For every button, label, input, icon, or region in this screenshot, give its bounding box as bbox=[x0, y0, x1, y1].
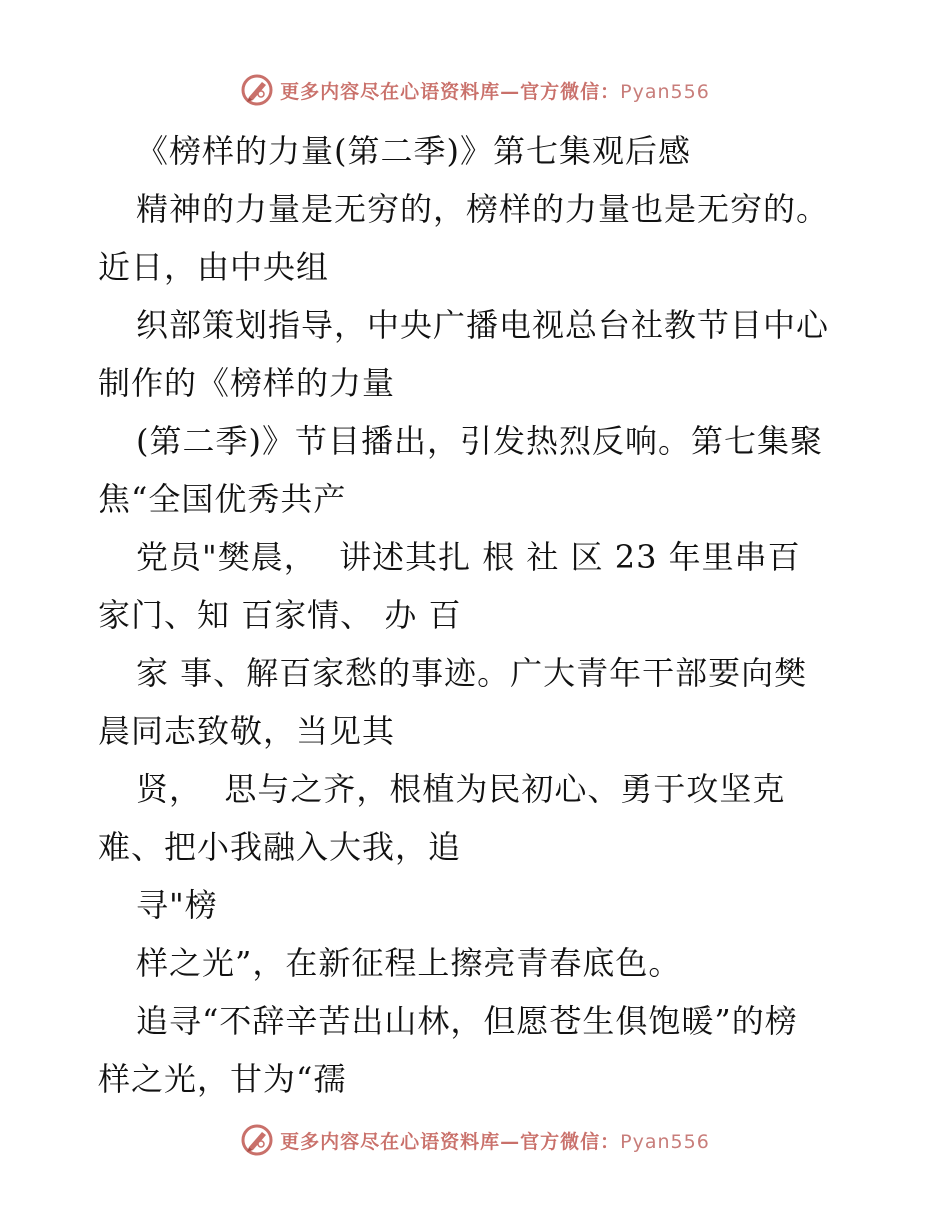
text-line: 织部策划指导，中央广播电视总台社教节目中心 bbox=[136, 306, 830, 344]
watermark-text: 更多内容尽在心语资料库—官方微信：Pyan556 bbox=[280, 80, 710, 103]
text-line: 焦“全国优秀共产 bbox=[98, 480, 347, 518]
watermark-text: 更多内容尽在心语资料库—官方微信：Pyan556 bbox=[280, 1130, 710, 1153]
text-line: 难、把小我融入大我，追 bbox=[98, 828, 462, 866]
text-line: 制作的《榜样的力量 bbox=[98, 364, 396, 402]
text-line: 晨同志致敬，当见其 bbox=[98, 712, 396, 750]
text-line: 样之光”，在新征程上擦亮青春底色。 bbox=[136, 944, 682, 982]
text-line: (第二季)》节目播出，引发热烈反响。第七集聚 bbox=[136, 422, 823, 460]
text-line: 贤， 思与之齐，根植为民初心、勇于攻坚克 bbox=[136, 770, 786, 808]
header-watermark bbox=[0, 70, 950, 110]
text-line: 追寻“不辞辛苦出山林，但愿苍生俱饱暖”的榜 bbox=[136, 1002, 798, 1040]
pen-logo-icon bbox=[240, 1123, 274, 1157]
text-line: 精神的力量是无穷的，榜样的力量也是无穷的。 bbox=[136, 190, 830, 228]
text-line: 家 事、解百家愁的事迹。广大青年干部要向樊 bbox=[136, 654, 808, 692]
text-line: 样之光，甘为“孺 bbox=[98, 1060, 347, 1098]
text-line: 党员"樊晨， 讲述其扎 根 社 区 23 年里串百 bbox=[136, 538, 801, 576]
document-body bbox=[98, 122, 858, 1108]
text-line: 家门、知 百家情、 办 百 bbox=[98, 596, 462, 634]
footer-watermark bbox=[0, 1120, 950, 1160]
pen-logo-icon bbox=[240, 73, 274, 107]
text-line: 《榜样的力量(第二季)》第七集观后感 bbox=[136, 132, 691, 170]
text-line: 近日，由中央组 bbox=[98, 248, 330, 286]
text-line: 寻"榜 bbox=[136, 886, 218, 924]
